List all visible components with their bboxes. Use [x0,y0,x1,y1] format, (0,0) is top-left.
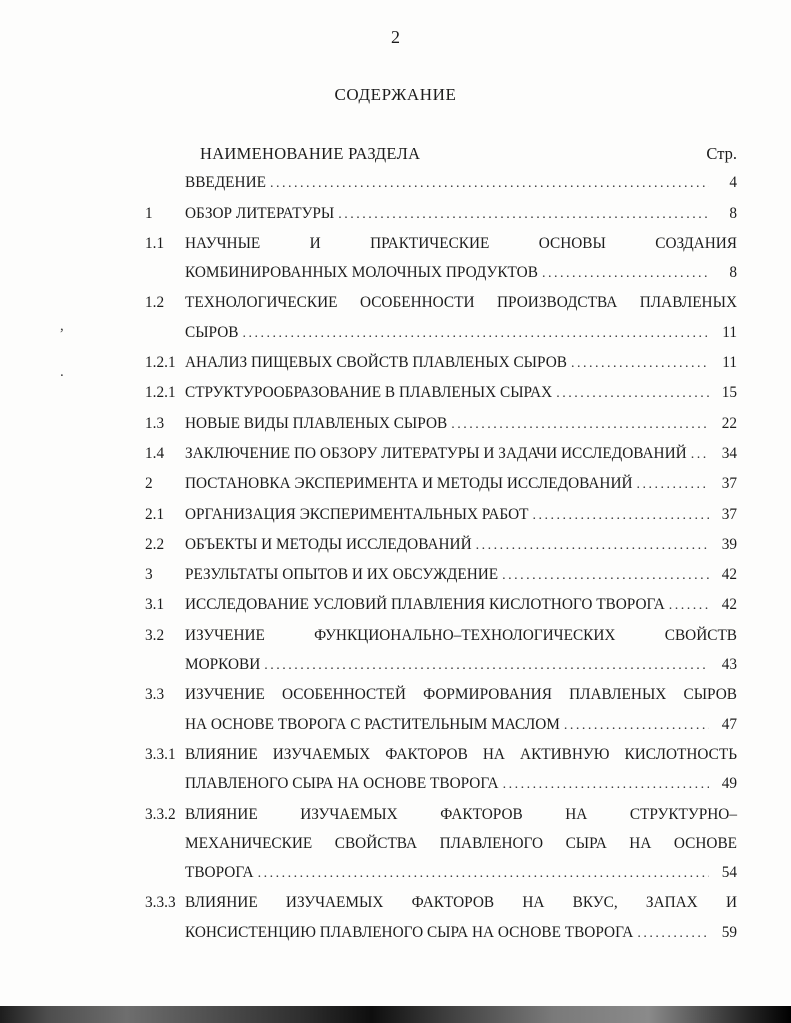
toc-entry-page: 11 [722,354,737,372]
toc-entry-number: 3 [145,566,153,584]
toc-entry-title-line: ИЗУЧЕНИЕ ФУНКЦИОНАЛЬНО–ТЕХНОЛОГИЧЕСКИХ СВОЙСТВ [185,626,737,644]
scan-edge-artifact [0,1006,791,1023]
dot-leader [502,560,709,590]
toc-entry-number: 1.2.1 [145,384,176,402]
toc-list [145,168,737,948]
toc-entry [145,348,737,378]
toc-entry-title: НА ОСНОВЕ ТВОРОГА С РАСТИТЕЛЬНЫМ МАСЛОМ [185,715,560,733]
toc-entry-number: 3.3.3 [145,894,176,912]
toc-entry-title-line: ВЛИЯНИЕ ИЗУЧАЕМЫХ ФАКТОРОВ НА ВКУС, ЗАПАХ И [185,894,737,912]
dot-leader [691,439,709,469]
scan-artifact-mark: . [60,364,64,380]
toc-entry-page: 43 [721,656,737,674]
toc-entry-number: 3.3.1 [145,745,176,763]
toc-entry-number: 3.1 [145,596,165,614]
toc-entry-title: СТРУКТУРООБРАЗОВАНИЕ В ПЛАВЛЕНЫХ СЫРАХ [185,384,553,402]
toc-entry-number: 3.3 [145,686,165,704]
toc-entry-title: ИССЛЕДОВАНИЕ УСЛОВИЙ ПЛАВЛЕНИЯ КИСЛОТНОГО ТВОРОГА [185,596,665,614]
toc-entry-title-line: МЕХАНИЧЕСКИЕ СВОЙСТВА ПЛАВЛЕНОГО СЫРА НА ОСНОВЕ [185,834,737,852]
toc-entry-title: ПЛАВЛЕНОГО СЫРА НА ОСНОВЕ ТВОРОГА [185,775,499,793]
page-number: 2 [391,27,400,47]
toc-entry-page: 22 [721,414,737,432]
toc-entry-title: ОБЗОР ЛИТЕРАТУРЫ [185,204,335,222]
toc-entry-page: 8 [729,204,737,222]
toc-entry-page: 37 [721,475,737,493]
toc-entry-title-line: НАУЧНЫЕ И ПРАКТИЧЕСКИЕ ОСНОВЫ СОЗДАНИЯ [185,234,737,252]
toc-entry-number: 2.2 [145,535,165,553]
toc-entry-page: 54 [721,864,737,882]
toc-entry-number: 1.3 [145,414,165,432]
toc-entry-title: АНАЛИЗ ПИЩЕВЫХ СВОЙСТВ ПЛАВЛЕНЫХ СЫРОВ [185,354,567,372]
toc-header [145,139,737,168]
toc-entry [145,621,737,681]
toc-entry-page: 4 [729,174,737,192]
toc-entry-page: 8 [729,264,737,282]
toc-entry [145,199,737,229]
toc-entry [145,500,737,530]
toc-entry-page: 42 [721,596,737,614]
toc-entry-title: НОВЫЕ ВИДЫ ПЛАВЛЕНЫХ СЫРОВ [185,414,448,432]
toc-entry [145,740,737,800]
dot-leader [264,650,709,680]
toc-entry-title: РЕЗУЛЬТАТЫ ОПЫТОВ И ИХ ОБСУЖДЕНИЕ [185,566,499,584]
toc-entry-number: 3.3.2 [145,805,176,823]
dot-leader [542,258,709,288]
toc-entry [145,680,737,740]
toc-entry-number: 1.2.1 [145,354,176,372]
toc-entry [145,800,737,889]
toc-entry [145,409,737,439]
toc-entry-number: 1.2 [145,294,165,312]
toc-entry-number [145,168,185,198]
dot-leader [243,318,710,348]
dot-leader [451,409,709,439]
toc-entry-title: ОБЪЕКТЫ И МЕТОДЫ ИССЛЕДОВАНИЙ [185,535,472,553]
toc-entry-page: 39 [721,535,737,553]
table-of-contents [145,139,737,948]
toc-entry-title: ОРГАНИЗАЦИЯ ЭКСПЕРИМЕНТАЛЬНЫХ РАБОТ [185,505,529,523]
dot-leader [338,199,709,229]
toc-entry-title: КОМБИНИРОВАННЫХ МОЛОЧНЫХ ПРОДУКТОВ [185,264,538,282]
toc-entry-title-line: ИЗУЧЕНИЕ ОСОБЕННОСТЕЙ ФОРМИРОВАНИЯ ПЛАВЛЕНЫХ СЫРОВ [185,686,737,704]
toc-entry-title: ЗАКЛЮЧЕНИЕ ПО ОБЗОРУ ЛИТЕРАТУРЫ И ЗАДАЧИ ИССЛЕДОВАНИЙ [185,444,687,462]
page-title: СОДЕРЖАНИЕ [334,85,457,104]
toc-entry-title: ВВЕДЕНИЕ [185,174,266,192]
toc-entry-title-line: ВЛИЯНИЕ ИЗУЧАЕМЫХ ФАКТОРОВ НА СТРУКТУРНО– [185,805,737,823]
toc-entry [145,469,737,499]
dot-leader [571,348,709,378]
toc-entry-title-line: ВЛИЯНИЕ ИЗУЧАЕМЫХ ФАКТОРОВ НА АКТИВНУЮ КИСЛОТНОСТЬ [185,745,737,763]
toc-entry-number: 2.1 [145,505,165,523]
toc-header-name-label: НАИМЕНОВАНИЕ РАЗДЕЛА [200,144,421,163]
toc-entry-number: 3.2 [145,626,165,644]
dot-leader [503,769,709,799]
dot-leader [637,469,709,499]
toc-entry-number: 2 [145,475,153,493]
toc-entry-title: ТВОРОГА [185,864,254,882]
toc-entry-page: 49 [721,775,737,793]
toc-entry-number: 1.1 [145,234,165,252]
dot-leader [637,918,709,948]
dot-leader [476,530,709,560]
toc-entry [145,560,737,590]
dot-leader [258,858,709,888]
toc-entry [145,288,737,348]
dot-leader [556,378,709,408]
toc-entry-number: 1.4 [145,444,165,462]
toc-entry [145,590,737,620]
dot-leader [669,590,709,620]
toc-entry [145,378,737,408]
toc-entry-title: МОРКОВИ [185,656,261,674]
dot-leader [270,168,709,198]
toc-entry-number: 1 [145,204,153,222]
toc-entry [145,439,737,469]
toc-entry-page: 47 [721,715,737,733]
dot-leader [564,710,709,740]
toc-entry [145,530,737,560]
toc-entry [145,168,737,198]
toc-entry [145,229,737,289]
toc-entry-title-line: ТЕХНОЛОГИЧЕСКИЕ ОСОБЕННОСТИ ПРОИЗВОДСТВА ПЛАВЛЕНЫХ [185,294,737,312]
toc-entry-page: 42 [721,566,737,584]
toc-entry [145,888,737,948]
toc-entry-page: 15 [721,384,737,402]
toc-entry-title: КОНСИСТЕНЦИЮ ПЛАВЛЕНОГО СЫРА НА ОСНОВЕ ТВОРОГА [185,923,634,941]
toc-entry-title: СЫРОВ [185,323,239,341]
scan-artifact-mark: , [60,318,64,334]
toc-entry-page: 11 [722,323,737,341]
toc-entry-page: 37 [721,505,737,523]
toc-entry-page: 34 [721,444,737,462]
toc-header-page-label: Стр. [706,144,737,163]
dot-leader [532,500,709,530]
toc-entry-page: 59 [721,923,737,941]
toc-entry-title: ПОСТАНОВКА ЭКСПЕРИМЕНТА И МЕТОДЫ ИССЛЕДОВАНИЙ [185,475,633,493]
